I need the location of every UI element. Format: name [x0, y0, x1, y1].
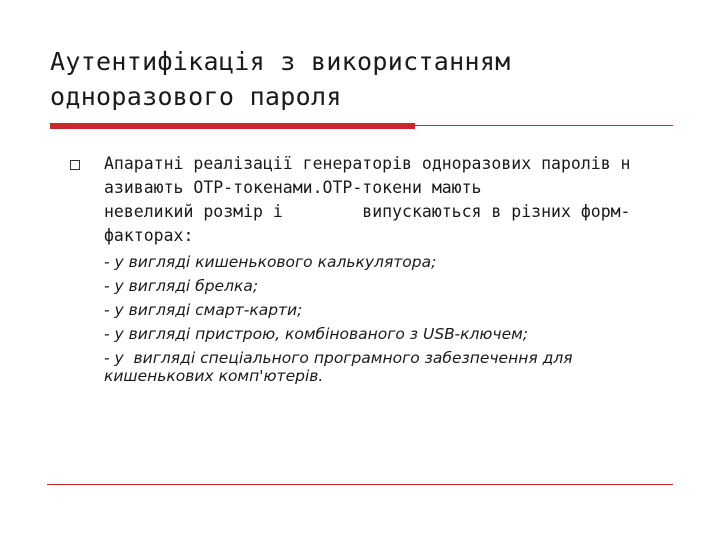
list-item-pda-software: - у вигляді спеціального програмного забезпечення для кишенькових комп'ютерів. [104, 349, 573, 385]
title-underline [50, 125, 673, 126]
body-paragraph [104, 152, 684, 248]
title-underline-accent [50, 123, 415, 129]
paragraph-line-4: факторах: [104, 226, 194, 245]
list-item-keyfob: - у вигляді брелка; [104, 277, 259, 295]
paragraph-line-1: Апаратні реалізації генераторів одноразових паролів н [104, 154, 631, 173]
list-item-usb-device: - у вигляді пристрою, комбінованого з USB-ключем; [104, 325, 529, 343]
slide-title [50, 44, 670, 114]
form-factor-list [104, 250, 684, 385]
square-bullet-icon [70, 160, 80, 170]
list-item-smartcard: - у вигляді смарт-карти; [104, 301, 303, 319]
slide-title-line-2: одноразового пароля [50, 82, 342, 111]
paragraph-line-3: невеликий розмір і випускаються в різних форм- [104, 202, 631, 221]
list-item-calculator: - у вигляді кишенькового калькулятора; [104, 253, 437, 271]
slide-title-line-1: Аутентифікація з використанням [50, 47, 511, 76]
footer-divider [47, 484, 673, 485]
paragraph-line-2: азивають OTP-токенами.OTP-токени мають [104, 178, 482, 197]
